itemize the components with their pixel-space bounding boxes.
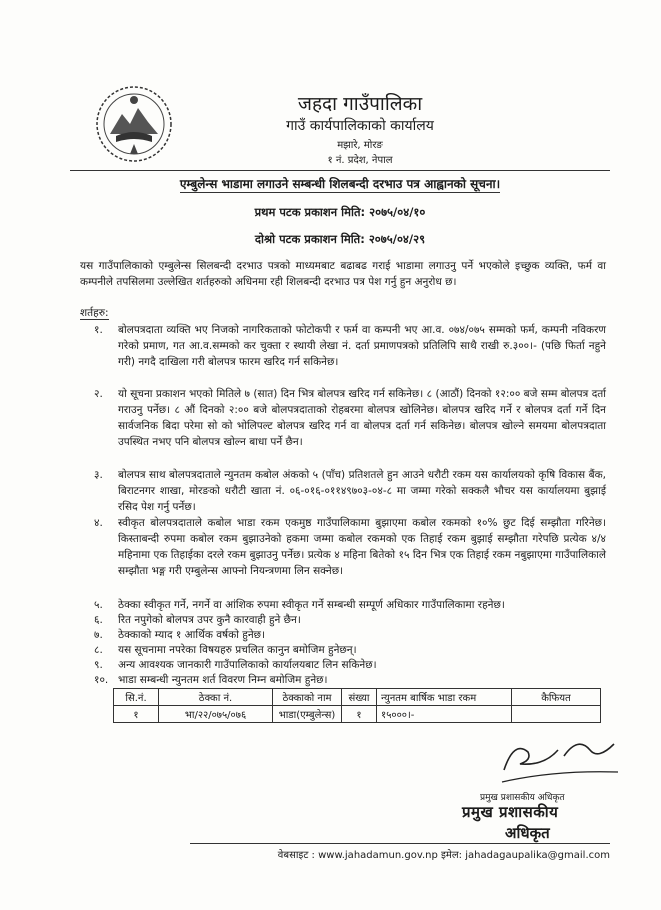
condition-item [94, 597, 606, 613]
condition-number: १०. [94, 674, 109, 686]
website-link[interactable]: www.jahadamun.gov.np [318, 850, 438, 861]
table-header-cell: न्युनतम बार्षिक भाडा रकम [377, 689, 512, 706]
conditions-title: शर्तहरु: [80, 307, 109, 319]
table-cell: १ [342, 706, 377, 723]
header-divider [70, 170, 610, 171]
signature-stamp-line1: प्रमुख प्रशासकीय [462, 803, 559, 821]
second-publication-date: दोश्रो पटक प्रकाशन मिति: २०७५/०४/२९ [254, 232, 426, 246]
condition-text: स्वीकृत बोलपत्रदाताले कबोल भाडा रकम एकमुष्ठ गाउँपालिकामा बुझाएमा कबोल रकमको १०% छुट दिई सम्झौता गरिनेछ। किस्ताबन्दी रुपमा कबोल रकम बुझाउनेको हकमा जम्मा कबोल रकमको एक तिहाई रकम बुझाई सम्झौता गरेपछि प्रत्येक ४/४ महिनामा एक तिहाईका दरले रकम बुझाउनु पर्नेछ। प्रत्येक ४ महिना बितेको १५ दिन भित्र एक तिहाई रकम नबुझाएमा गाउँपालिकाले सम्झौता भङ्ग गरी एम्बुलेन्स आफ्नो नियन्त्रणमा लिन सक्नेछ। [118, 517, 606, 577]
table-header-cell: संख्या [342, 689, 377, 706]
condition-item [94, 467, 606, 515]
condition-number: ७. [94, 629, 103, 641]
table-cell: १ [114, 706, 159, 723]
table-row [114, 706, 601, 723]
condition-item [94, 627, 606, 643]
signature-stamp-line2: अधिकृत [505, 824, 550, 842]
condition-text: ठेक्का स्वीकृत गर्ने, नगर्ने वा आंशिक रुपमा स्वीकृत गर्ने सम्बन्धी सम्पूर्ण अधिकार गाउँपालिकामा रहनेछ। [118, 599, 505, 611]
table-cell [512, 706, 601, 723]
email-link[interactable]: jahadagaupalika@gmail.com [465, 850, 610, 861]
condition-number: ८. [94, 644, 103, 656]
condition-text: ठेक्काको म्याद १ आर्थिक वर्षको हुनेछ। [118, 629, 265, 641]
condition-item [94, 642, 606, 658]
first-publication-date: प्रथम पटक प्रकाशन मिति: २०७५/०४/१० [254, 205, 426, 219]
condition-number: ४. [94, 517, 103, 529]
municipality-name: जहदा गाउँपालिका [297, 93, 423, 115]
condition-item [94, 612, 606, 628]
footer-divider [190, 843, 610, 844]
office-province: १ नं. प्रदेश, नेपाल [327, 155, 393, 166]
condition-number: ३. [94, 469, 103, 481]
notice-subject: एम्बुलेन्स भाडामा लगाउने सम्बन्धी शिलबन्दी दरभाउ पत्र आह्वानको सूचना। [179, 177, 501, 191]
condition-text: यो सूचना प्रकाशन भएको मितिले ७ (सात) दिन भित्र बोलपत्र खरिद गर्न सकिनेछ। ८ (आठौं) दिनको १२:०० बजे सम्म बोलपत्र दर्ता गराउनु पर्नेछ। ८ औं दिनको २:०० बजे बोलपत्रदाताको रोहबरमा बोलपत्र खोलिनेछ। बोलपत्र खरिद गर्ने र बोलपत्र दर्ता गर्ने दिन सार्वजनिक बिदा परेमा सो को भोलिपल्ट बोलपत्र खरिद गर्न वा बोलपत्र दर्ता गर्न सकिनेछ। बोलपत्र खोल्ने समयमा बोलपत्रदाता उपस्थित नभए पनि बोलपत्र खोल्न बाधा पर्ने छैन। [118, 388, 606, 448]
handwritten-signature [494, 730, 624, 790]
table-header-cell: ठेक्काको नाम [273, 689, 342, 706]
signatory-title: प्रमुख प्रशासकीय अधिकृत [480, 793, 565, 803]
condition-item [94, 386, 606, 450]
condition-text: भाडा सम्बन्धी न्युनतम शर्त विवरण निम्न बमोजिम हुनेछ। [118, 674, 328, 686]
table-cell: १५०००।- [377, 706, 512, 723]
condition-number: ५. [94, 599, 103, 611]
office-location: मझारे, मोरङ [337, 140, 383, 151]
notice-intro: यस गाउँपालिकाको एम्बुलेन्स सिलबन्दी दरभाउ पत्रको माध्यमबाट बढाबढ गराई भाडामा लगाउनु पर्ने भएकोले इच्छुक व्यक्ति, फर्म वा कम्पनीले तपसिलमा उल्लेखित शर्तहरुको अधिनमा रही शिलबन्दी दरभाउ पत्र पेश गर्नु हुन अनुरोध छ। [80, 260, 606, 288]
condition-item [94, 657, 606, 673]
condition-number: २. [94, 388, 103, 400]
condition-item [94, 515, 606, 579]
condition-number: ६. [94, 614, 103, 626]
condition-text: यस सूचनामा नपरेका विषयहरु प्रचलित कानुन बमोजिम हुनेछन्। [118, 644, 357, 656]
table-header-cell: सि.नं. [114, 689, 159, 706]
table-cell: भाडा(एम्बुलेन्स) [273, 706, 342, 723]
nepal-emblem-icon [94, 84, 174, 164]
condition-text: अन्य आवश्यक जानकारी गाउँपालिकाको कार्यालयबाट लिन सकिनेछ। [118, 659, 377, 671]
email-label: इमेल: [441, 850, 463, 861]
condition-number: १. [94, 324, 103, 336]
rent-specification-table [113, 688, 601, 723]
office-name: गाउँ कार्यपालिकाको कार्यालय [286, 118, 434, 134]
condition-text: बोलपत्रदाता व्यक्ति भए निजको नागरिकताको फोटोकपी र फर्म वा कम्पनी भए आ.व. ०७४/०७५ सम्मको फर्म, कम्पनी नविकरण गरेको प्रमाण, गत आ.व.सम्मको कर चुक्ता र स्थायी लेखा नं. दर्ता प्रमाणपत्रको प्रतिलिपि साथै राखी रु.३००।- (पछि फिर्ता नहुने गरी) नगदै दाखिला गरी बोलपत्र फारम खरिद गर्न सकिनेछ। [118, 324, 606, 368]
footer-contact [200, 847, 610, 861]
condition-number: ९. [94, 659, 103, 671]
table-header-cell: ठेक्का नं. [159, 689, 273, 706]
table-header-row [114, 689, 601, 706]
condition-item [94, 322, 606, 370]
table-header-cell: कैफियत [512, 689, 601, 706]
website-label: वेबसाइट : [277, 850, 315, 861]
condition-text: रित नपुगेको बोलपत्र उपर कुनै कारवाही हुने छैन। [118, 614, 301, 626]
table-cell: भा/२२/०७५/०७६ [159, 706, 273, 723]
condition-item [94, 672, 606, 688]
condition-text: बोलपत्र साथ बोलपत्रदाताले न्युनतम कबोल अंकको ५ (पाँच) प्रतिशतले हुन आउने धरौटी रकम यस कार्यालयको कृषि विकास बैंक, बिराटनगर शाखा, मोरङको धरौटी खाता नं. ०६-०१६-०११४९७०३-०४-८ मा जम्मा गरेको सक्कलै भौचर यस कार्यालयमा बुझाई रसिद पेश गर्नु पर्नेछ। [118, 469, 606, 513]
